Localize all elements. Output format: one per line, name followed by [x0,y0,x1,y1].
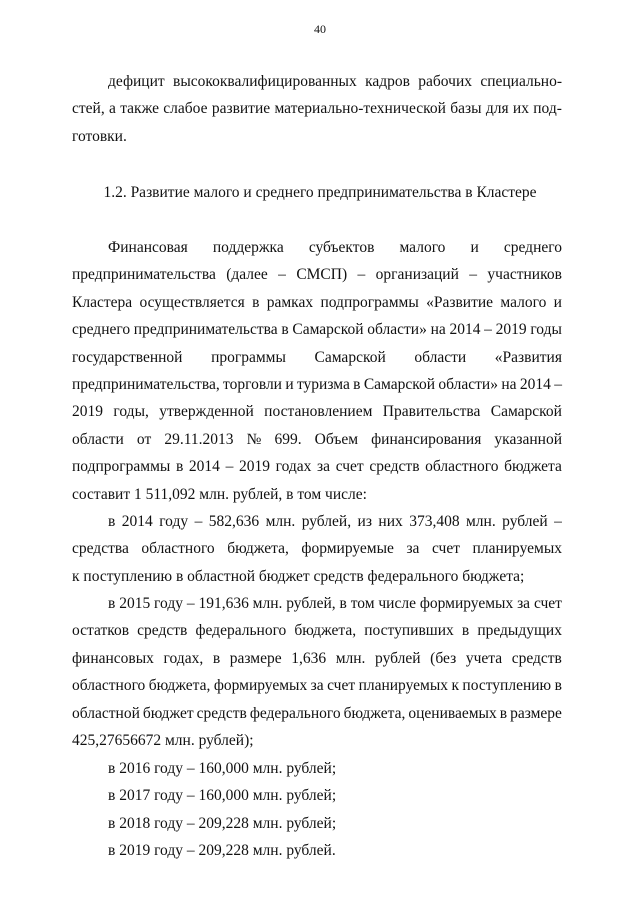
text-line [72,535,562,562]
word: предпринимательства, [72,375,220,393]
word: на [430,321,446,339]
word: (без [430,649,457,667]
word: в [339,595,347,612]
word: году [154,595,183,612]
word: 2019 [238,458,270,476]
intro-text [72,68,562,150]
word: на [501,375,517,393]
word: размере [229,649,282,667]
word: – [484,321,492,339]
word: – [225,458,234,476]
word: – [194,513,203,530]
word: году [159,513,189,530]
text-line [72,508,562,535]
word: материально-технической [274,100,446,118]
word: Кластера [72,293,133,311]
word: бюджета, [148,677,211,695]
word: Самарской [292,321,364,339]
word: дефицит [108,73,165,90]
word: за [310,677,324,695]
word: 2019 [495,321,527,339]
word: – [186,595,195,612]
word: – [554,375,562,393]
word: бюджета, [227,540,289,558]
word: подпрограммы [320,293,419,311]
word: туризма [296,375,350,393]
word: осуществляется [139,293,245,311]
text-line [72,289,562,316]
word: и [553,293,562,311]
text-line: составит 1 511,092 млн. рублей, в том числе: [72,485,367,503]
items-2016-2019 [72,755,562,865]
word: млн. [252,595,283,612]
word: федерального [195,622,287,640]
text-line [72,316,562,343]
word: указанной [494,430,562,448]
word: СМСП) [296,266,348,284]
word: годах [275,458,312,476]
word: финансирования [371,430,482,448]
word: счет [327,677,356,695]
word: подпрограммы [72,458,171,476]
word: их [512,100,529,118]
word: формируемых [419,595,514,612]
word: к [451,677,459,695]
word: поступивших [364,622,454,640]
word: развитие [211,100,271,118]
word: в [281,321,289,339]
word: счет [335,458,364,476]
text-line [72,344,562,371]
word: млн. [265,513,296,530]
text-line [72,398,562,425]
word: числе [378,595,416,612]
word: – [278,266,286,284]
word: 2014 [519,375,551,393]
list-item: в 2018 году – 209,228 млн. рублей; [108,814,337,832]
word: млн. [335,649,366,667]
word: постановлением [264,403,373,421]
word: счет [533,595,562,612]
word: в [108,513,116,530]
word: 2014 [121,513,153,530]
word: областного [72,677,146,695]
word: среднего [72,321,131,339]
word: от [136,430,152,448]
word: годах, [163,649,204,667]
word: в [499,704,508,722]
word: Самарской [490,403,562,421]
item-2015 [72,590,562,754]
word: финансовых [72,649,154,667]
word: счет [431,540,461,558]
word: 2014 [188,458,220,476]
word: бюджета [504,458,562,476]
word: за [517,595,531,612]
word: за [317,458,331,476]
text-line [72,68,562,95]
text-line [72,645,562,672]
word: Самарской [363,375,436,393]
text-line [72,617,562,644]
word: них [378,513,403,530]
word: среднего [503,239,562,256]
word: малого [399,239,446,256]
word: оцениваемых [408,704,497,722]
word: 373,408 [409,513,460,530]
word: за [406,540,420,558]
word: средств [196,704,247,722]
word: и [285,375,294,393]
word: стей, [72,100,105,118]
word: 2015 [119,595,151,612]
word: Самарской [314,348,386,366]
word: поступлению [462,677,552,695]
word: из [357,513,372,530]
word: области» [438,375,498,393]
word: средств [369,458,420,476]
page-number: 40 [314,22,326,36]
word: утвержденной [159,403,254,421]
word: областного [425,458,499,476]
word: в [175,458,184,476]
word: средства [72,540,129,558]
item-2014 [72,508,562,590]
word: федерального [249,704,341,722]
word: организаций [375,266,459,284]
word: области [414,348,467,366]
word: 582,636 [208,513,260,530]
word: 2019 [72,403,103,421]
list-item: в 2017 году – 160,000 млн. рублей; [108,787,337,805]
word: – [554,513,562,530]
word: в [554,677,562,695]
word: млн. [466,513,496,530]
word: 699. [274,430,302,448]
word: предыдущих [477,622,562,640]
word: Финансовая [108,239,188,256]
word: и [470,239,479,256]
word: средств [511,649,562,667]
word: рамках [266,293,314,311]
word: формируемых [213,677,308,695]
word: в [353,375,361,393]
section-heading: 1.2. Развитие малого и среднего предпринимательства в Кластере [103,184,537,201]
word: специально- [480,73,562,90]
list-item: в 2016 году – 160,000 млн. рублей; [108,760,337,777]
word: Правительства [382,403,481,421]
word: высококвалифицированных [173,73,357,90]
word: рабочих [418,73,472,90]
word: (далее [226,266,268,284]
word: базы [450,100,482,118]
word: учета [465,649,503,667]
word: субъектов [308,239,375,256]
financing-paragraph [72,234,562,508]
word: для [485,100,509,118]
word: в [461,622,470,640]
word: бюджета, [294,622,357,640]
word: рублей [502,513,548,530]
word: в [108,595,116,612]
word: годы, [113,403,149,421]
word: программы [211,348,286,366]
word: средств [137,622,188,640]
word: слабое [163,100,208,118]
text-line [72,590,562,617]
word: участников [487,266,562,284]
word: в [212,649,221,667]
text-line [72,234,562,261]
word: «Развития [494,348,562,366]
word: бюджета, [343,704,406,722]
word: Объем [314,430,359,448]
text-line [72,700,562,727]
word: годы [530,321,562,339]
word: государственной [72,348,183,366]
text-line [72,672,562,699]
word: том [350,595,375,612]
word: – [469,266,478,284]
text-line: готовки. [72,127,127,145]
word: 2014 [449,321,481,339]
word: планируемых [358,677,449,695]
text-line [72,426,562,453]
word: кадров [365,73,410,90]
text-line [72,371,562,398]
word: № [246,430,262,448]
word: а [109,100,116,118]
word: размере [510,704,562,722]
word: рублей, [286,595,336,612]
word: рублей, [301,513,352,530]
word: – [357,266,366,284]
word: также [120,100,159,118]
word: предпринимательства [133,321,278,339]
list-item: в 2019 году – 209,228 млн. рублей. [108,842,336,860]
word: формируемые [301,540,394,558]
word: области» [367,321,427,339]
word: под- [533,100,562,118]
text-line [72,261,562,288]
text-line [72,95,562,122]
word: планируемых [472,540,562,558]
word: 29.11.2013 [164,430,234,448]
word: бюджет [142,704,194,722]
word: предпринимательства [72,266,216,284]
text-line: 425,27656672 млн. рублей); [72,731,254,749]
word: торговли [223,375,282,393]
word: в [252,293,260,311]
text-line [72,453,562,480]
word: 1,636 [291,649,327,667]
word: поддержка [212,239,284,256]
word: «Развитие [426,293,494,311]
word: остатков [72,622,130,640]
word: 191,636 [198,595,249,612]
text-line: к поступлению в областной бюджет средств федерального бюджета; [72,567,525,585]
word: областной [72,704,140,722]
word: рублей [375,649,421,667]
word: областного [141,540,215,558]
word: малого [500,293,547,311]
word: области [72,430,124,448]
